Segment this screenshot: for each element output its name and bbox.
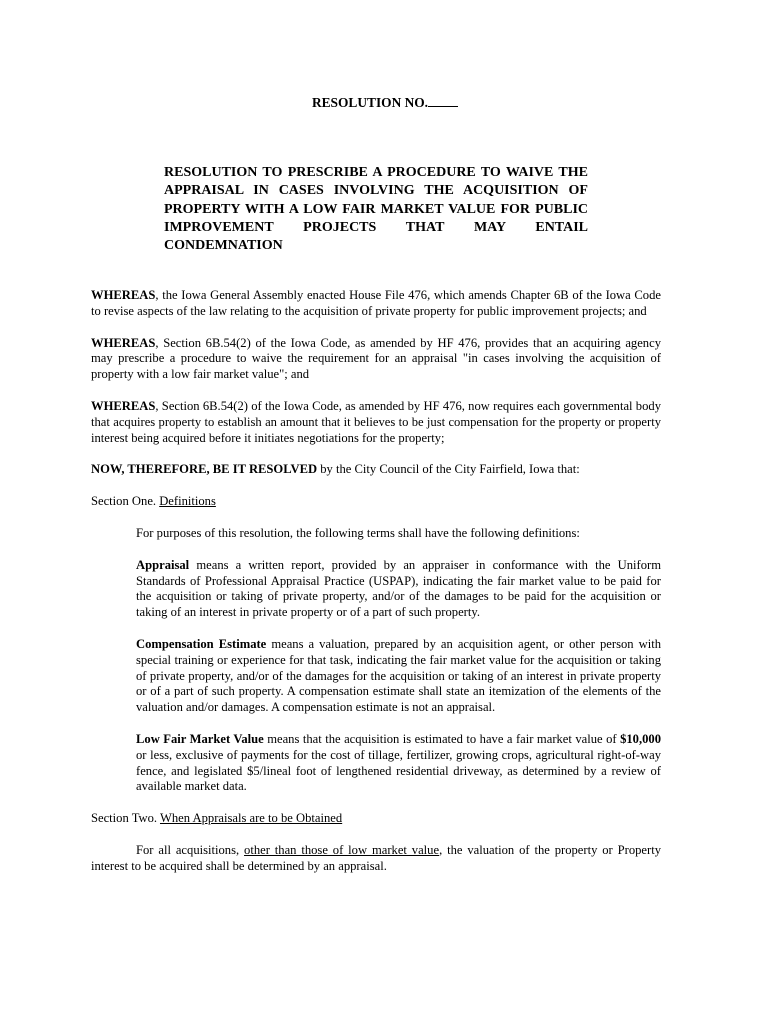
section-one-title: Definitions: [159, 494, 216, 509]
resolution-number-blank: [428, 94, 458, 107]
definition-appraisal: [136, 558, 661, 621]
definition-term: Compensation Estimate: [136, 636, 267, 651]
definition-text: means a valuation, prepared by an acquisition agent, or other person with special training or experience for that task, indicating the fair market value for the acquisition or taking of private property, and/or of the damages for the acquisition or taking of an interest in private property or of a part of such property. A compensation estimate shall state an itemization of the elements of the valuation and/or damages. A compensation estimate is not an appraisal.: [136, 636, 661, 715]
resolved-text: by the City Council of the City Fairfield, Iowa that:: [317, 462, 580, 477]
whereas-paragraph-1: [91, 288, 661, 320]
section-two-title: When Appraisals are to be Obtained: [159, 811, 343, 826]
whereas-lead: WHEREAS: [91, 288, 156, 302]
resolution-number-heading: [0, 94, 770, 111]
whereas-lead: WHEREAS: [91, 335, 156, 350]
definition-text: or less, exclusive of payments for the cost of tillage, fertilizer, growing crops, agricultural right-of-way fence, and legislated $5/lineal foot of lengthened residential driveway, as determined by a review of available market data.: [136, 747, 661, 794]
whereas-paragraph-3: [91, 399, 661, 446]
section-two-heading: [91, 811, 661, 827]
definition-low-fair-market-value: [136, 732, 661, 795]
whereas-text: , Section 6B.54(2) of the Iowa Code, as amended by HF 476, now requires each governmental body that acquires property to establish an amount that it believes to be just compensation for the property or property interest being acquired before it initiates negotiations for the property;: [91, 398, 661, 445]
section-two-text: , the valuation of the property or Property interest to be acquired shall be determined by an appraisal.: [91, 842, 662, 873]
resolution-number-label: RESOLUTION NO.: [311, 95, 429, 110]
definition-term: Low Fair Market Value: [136, 731, 264, 746]
resolution-title: RESOLUTION TO PRESCRIBE A PROCEDURE TO WAIVE THE APPRAISAL IN CASES INVOLVING THE ACQUISITION OF PROPERTY WITH A LOW FAIR MARKET VALUE FOR PUBLIC IMPROVEMENT PROJECTS THAT MAY ENTAIL CONDEMNATION: [164, 165, 588, 254]
definitions-intro: For purposes of this resolution, the following terms shall have the following definitions:: [136, 525, 580, 540]
resolved-lead: NOW, THEREFORE, BE IT RESOLVED: [91, 462, 318, 477]
whereas-lead: WHEREAS: [91, 398, 156, 413]
definitions-block: [136, 526, 661, 795]
section-one-heading: [91, 494, 661, 510]
whereas-paragraph-2: [91, 336, 661, 383]
document-body: [91, 288, 661, 875]
definition-text: means that the acquisition is estimated to have a fair market value of: [263, 731, 621, 746]
whereas-text: , Section 6B.54(2) of the Iowa Code, as amended by HF 476, provides that an acquiring agency may prescribe a procedure to waive the requirement for an appraisal "in cases involving the acquisition of property with a low fair market value"; and: [91, 335, 661, 382]
definition-amount: $10,000: [620, 731, 662, 746]
whereas-text: , the Iowa General Assembly enacted House File 476, which amends Chapter 6B of the Iowa Code to revise aspects of the law relating to the acquisition of private property for public improvement projects; and: [91, 288, 661, 318]
definition-term: Appraisal: [136, 557, 190, 572]
section-two-text: For all acquisitions,: [136, 842, 245, 857]
section-two-underlined: other than those of low market value: [244, 842, 440, 857]
definition-text: means a written report, provided by an appraiser in conformance with the Uniform Standards of Professional Appraisal Practice (USPAP), indicating the fair market value to be paid for the acquisition or taking of private property, and/or of the damages to be paid for the acquisition or taking of an interest in private property or of a part of such property.: [136, 557, 661, 620]
section-two-paragraph: [91, 843, 661, 875]
definition-compensation-estimate: [136, 637, 661, 716]
section-one-prefix: Section One.: [91, 494, 160, 509]
section-two-prefix: Section Two.: [91, 811, 160, 826]
resolved-paragraph: [91, 462, 661, 478]
